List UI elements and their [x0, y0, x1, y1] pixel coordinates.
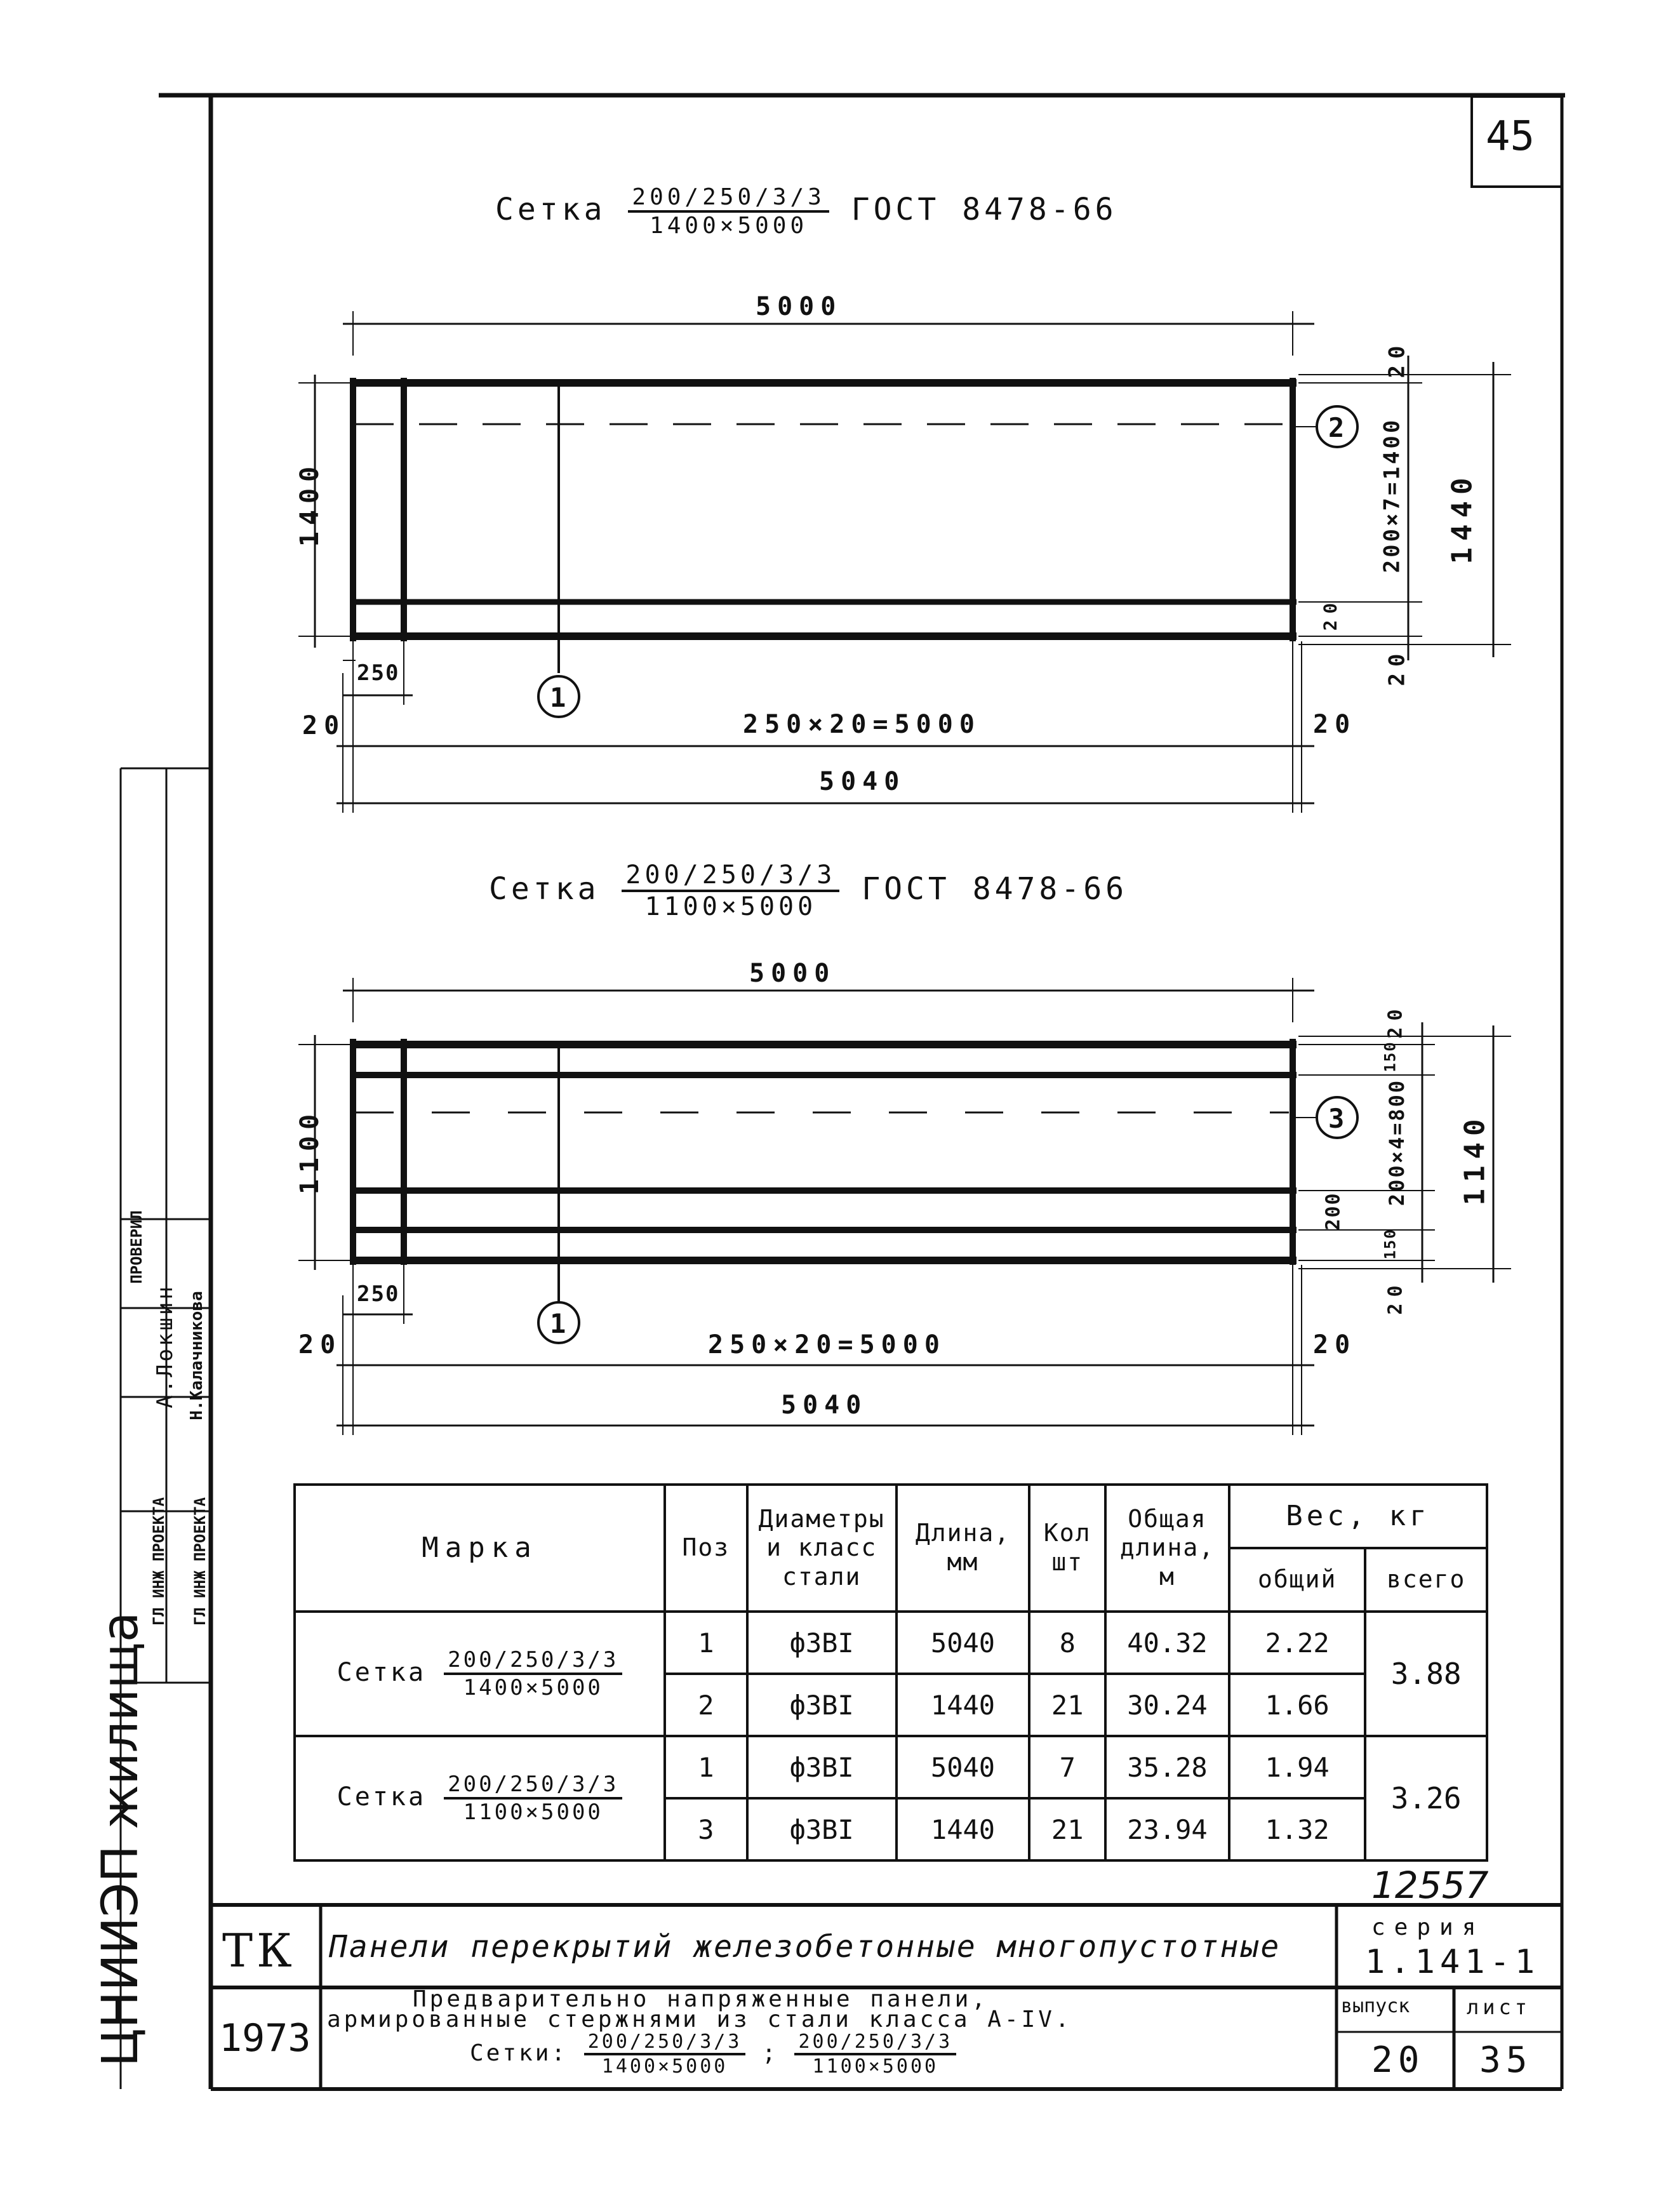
header-pos: Поз [665, 1485, 747, 1612]
cell-total-length: 23.94 [1105, 1798, 1229, 1860]
header-qty: Кол шт [1029, 1485, 1105, 1612]
mark-numerator: 200/250/3/3 [444, 1772, 622, 1800]
mark-cell [295, 1736, 665, 1860]
dim-right-spacing-1: 200×7=1400 [1379, 417, 1405, 573]
dim-right-total-2: 1140 [1458, 1112, 1491, 1206]
cell-length: 1440 [897, 1798, 1030, 1860]
mark-denominator: 1100×5000 [463, 1800, 603, 1825]
stamp-name-2: Н.Калачникова [187, 1291, 206, 1420]
mesh-title-word: Сетка [489, 871, 600, 907]
tb-separator: ; [762, 2040, 778, 2066]
stamp-role-3: ПРОВЕРИЛ [128, 1210, 145, 1284]
cell-pos: 2 [665, 1674, 747, 1736]
cell-weight-total: 3.88 [1365, 1612, 1487, 1736]
tb-fraction-2-den: 1100×5000 [812, 2055, 939, 2078]
dim-right-150-bottom: 150 [1381, 1228, 1399, 1260]
mesh-mark-fraction [628, 184, 829, 239]
cell-diam: ф3ВI [747, 1674, 897, 1736]
tb-fraction-1-num: 200/250/3/3 [584, 2031, 746, 2055]
tb-issue-label: выпуск [1341, 1995, 1410, 2017]
tb-series-value: 1.141-1 [1365, 1943, 1540, 1981]
dim-step-2: 250 [357, 1281, 400, 1307]
mesh-mark-numerator: 200/250/3/3 [622, 860, 839, 892]
tb-fraction-1-den: 1400×5000 [601, 2055, 728, 2078]
stamp-role-2: ГЛ ИНЖ ПРОЕКТА [191, 1497, 209, 1626]
mesh-mark-denominator: 1100×5000 [644, 892, 817, 921]
mesh-mark-numerator: 200/250/3/3 [628, 184, 829, 213]
mesh-mark-fraction [622, 860, 839, 921]
dim-right-200: 200 [1322, 1192, 1345, 1231]
cell-pos: 1 [665, 1612, 747, 1674]
cell-qty: 7 [1029, 1736, 1105, 1798]
cell-qty: 21 [1029, 1674, 1105, 1736]
cell-weight: 2.22 [1229, 1612, 1365, 1674]
dim-spacing-1: 250×20=5000 [743, 710, 981, 739]
header-total-length: Общая длина, м [1105, 1485, 1229, 1612]
dim-top-1: 5000 [756, 292, 843, 321]
dim-left-end-1: 20 [302, 711, 346, 740]
dim-height-1: 1400 [295, 460, 325, 547]
gost-label: ГОСТ 8478-66 [862, 871, 1128, 907]
handwritten-number: 12557 [1371, 1864, 1489, 1907]
mark-denominator: 1400×5000 [463, 1675, 603, 1700]
tb-subtitle-line3 [470, 2031, 956, 2078]
cell-weight: 1.66 [1229, 1674, 1365, 1736]
tb-subtitle-line1: Предварительно напряженные панели, [413, 1986, 989, 2012]
mesh-mark-denominator: 1400×5000 [650, 213, 808, 239]
dim-spacing-2: 250×20=5000 [708, 1330, 946, 1359]
cell-qty: 8 [1029, 1612, 1105, 1674]
mark-word: Сетка [337, 1658, 427, 1687]
cell-length: 1440 [897, 1674, 1030, 1736]
cell-diam: ф3ВI [747, 1798, 897, 1860]
tb-main-title: Панели перекрытий железобетонные многопустотные [329, 1929, 1281, 1965]
mesh-title-1 [495, 184, 1117, 239]
dim-total-1: 5040 [819, 767, 906, 796]
mesh-title-2 [489, 860, 1128, 921]
gost-label: ГОСТ 8478-66 [851, 192, 1117, 227]
cell-qty: 21 [1029, 1798, 1105, 1860]
dim-right-top-1: 20 [1384, 339, 1410, 378]
pos-marker-1b: 1 [550, 1308, 566, 1339]
cell-diam: ф3ВI [747, 1736, 897, 1798]
tb-series-label: серия [1371, 1914, 1485, 1940]
tb-subtitle-word: Сетки: [470, 2040, 568, 2066]
dim-right-end-2: 20 [1313, 1330, 1357, 1359]
mark-fraction [444, 1772, 622, 1825]
dim-height-2: 1100 [295, 1107, 325, 1195]
tb-code: ТК [222, 1924, 296, 1977]
table-row [295, 1612, 1487, 1674]
dim-right-150-top: 150 [1381, 1041, 1399, 1072]
cell-length: 5040 [897, 1736, 1030, 1798]
header-weight-all: всего [1365, 1548, 1487, 1612]
tb-fraction-1 [584, 2031, 746, 2078]
mark-fraction [444, 1647, 622, 1700]
mark-cell [295, 1612, 665, 1736]
stamp-org: ЦНИИЭП жилища [92, 1612, 149, 2067]
cell-pos: 3 [665, 1798, 747, 1860]
dim-right-total-1: 1440 [1446, 471, 1479, 564]
sheet-number: 45 [1486, 113, 1535, 160]
pos-marker-3: 3 [1328, 1103, 1345, 1134]
cell-pos: 1 [665, 1736, 747, 1798]
cell-diam: ф3ВI [747, 1612, 897, 1674]
cell-weight: 1.32 [1229, 1798, 1365, 1860]
tb-sheet-label: лист [1467, 1995, 1531, 2019]
pos-marker-1a: 1 [550, 682, 566, 713]
cell-weight: 1.94 [1229, 1736, 1365, 1798]
tb-issue-value: 20 [1371, 2040, 1425, 2081]
tb-fraction-2 [794, 2031, 956, 2078]
dim-right-bottom-1: 20 [1384, 647, 1410, 686]
table-row [295, 1736, 1487, 1798]
header-weight-total: общий [1229, 1548, 1365, 1612]
specification-table [293, 1483, 1488, 1862]
cell-length: 5040 [897, 1612, 1030, 1674]
mark-word: Сетка [337, 1782, 427, 1812]
mark-numerator: 200/250/3/3 [444, 1647, 622, 1675]
dim-right-spacing-2: 200×4=800 [1385, 1078, 1410, 1206]
dim-top-2: 5000 [749, 959, 836, 988]
dim-right-bottom-2: 20 [1384, 1279, 1407, 1315]
dim-step-1: 250 [357, 660, 400, 686]
cell-total-length: 35.28 [1105, 1736, 1229, 1798]
dim-right-top-2: 20 [1384, 1003, 1407, 1039]
dim-left-end-2: 20 [298, 1330, 342, 1359]
cell-weight-total: 3.26 [1365, 1736, 1487, 1860]
stamp-role-1: ГЛ ИНЖ ПРОЕКТА [150, 1497, 168, 1626]
header-diam: Диаметры и класс стали [747, 1485, 897, 1612]
header-length: Длина, мм [897, 1485, 1030, 1612]
tb-year: 1973 [219, 2016, 311, 2060]
stamp-name-1: А.Локшин [152, 1284, 178, 1408]
cell-total-length: 40.32 [1105, 1612, 1229, 1674]
tb-subtitle-line2: армированные стержнями из стали класса А-IV. [327, 2007, 1072, 2033]
dim-right-small-1: 20 [1319, 596, 1341, 631]
cell-total-length: 30.24 [1105, 1674, 1229, 1736]
header-mark: Марка [295, 1485, 665, 1612]
tb-sheet-value: 35 [1479, 2040, 1533, 2081]
mesh-title-word: Сетка [495, 192, 606, 227]
dim-total-2: 5040 [781, 1391, 868, 1420]
dim-right-end-1: 20 [1313, 710, 1357, 739]
pos-marker-2: 2 [1328, 412, 1345, 443]
tb-fraction-2-num: 200/250/3/3 [794, 2031, 956, 2055]
header-weight: Вес, кг [1229, 1485, 1487, 1548]
